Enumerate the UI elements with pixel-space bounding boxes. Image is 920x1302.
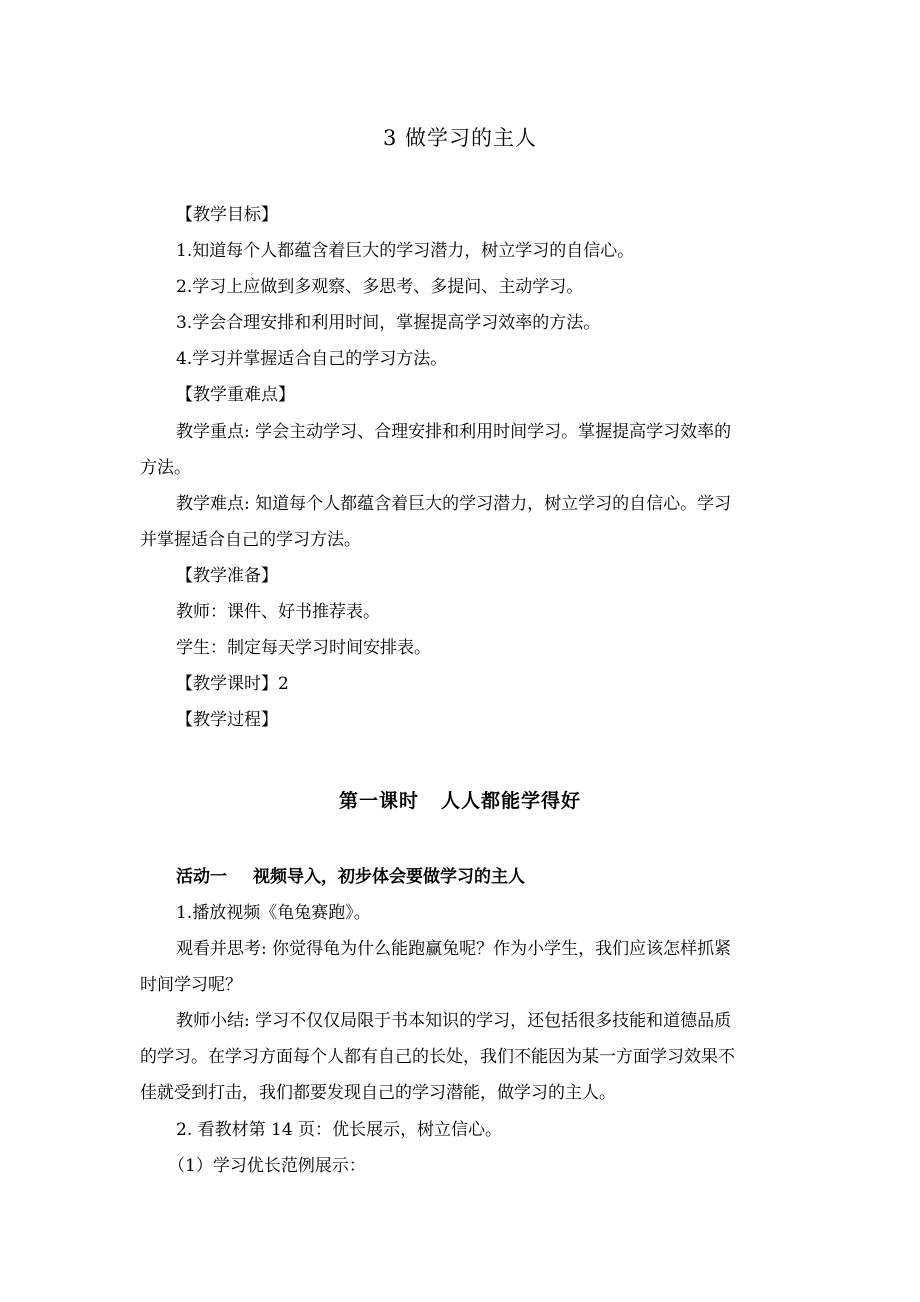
think-line: 时间学习呢？ [140,975,242,995]
goal-item: 1.知道每个人都蕴含着巨大的学习潜力，树立学习的自信心。 [176,241,635,261]
prep-teacher: 教师：课件、好书推荐表。 [176,602,380,622]
summary-line: 教师小结: 学习不仅仅局限于书本知识的学习，还包括很多技能和道德品质 [176,1011,732,1031]
lesson-heading [0,786,920,813]
summary-line: 的学习。在学习方面每个人都有自己的长处，我们不能因为某一方面学习效果不 [140,1047,735,1067]
difficult-point-line: 教学难点: 知道每个人都蕴含着巨大的学习潜力，树立学习的自信心。学习 [176,494,732,514]
goal-item: 2.学习上应做到多观察、多思考、多提问、主动学习。 [176,277,584,297]
goal-item: 3.学会合理安排和利用时间，掌握提高学习效率的方法。 [176,313,601,333]
lesson-title: 人人都能学得好 [441,790,582,812]
prep-heading: 【教学准备】 [176,566,278,586]
summary-line: 佳就受到打击，我们都要发现自己的学习潜能，做学习的主人。 [140,1083,616,1103]
think-line: 观看并思考: 你觉得龟为什么能跑赢兔呢？作为小学生，我们应该怎样抓紧 [176,939,732,959]
prep-student: 学生：制定每天学习时间安排表。 [176,638,431,658]
document-title: 3 做学习的主人 [382,126,538,150]
step-line: 2. 看教材第 14 页：优长展示，树立信心。 [176,1120,503,1140]
activity-title: 视频导入，初步体会要做学习的主人 [253,867,525,887]
process-heading: 【教学过程】 [176,710,278,730]
step-sub-line: （1）学习优长范例展示： [168,1156,366,1176]
difficult-point-line: 并掌握适合自己的学习方法。 [140,530,361,550]
goal-item: 4.学习并掌握适合自己的学习方法。 [176,349,448,369]
goals-heading: 【教学目标】 [176,205,278,225]
key-point-line: 教学重点: 学会主动学习、合理安排和利用时间学习。掌握提高学习效率的 [176,422,732,442]
hours-line: 【教学课时】2 [176,674,289,694]
lesson-label: 第一课时 [338,790,419,812]
key-point-line: 方法。 [140,458,191,478]
key-heading: 【教学重难点】 [176,385,295,405]
activity-label: 活动一 [176,867,227,887]
step-line: 1.播放视频《龟兔赛跑》。 [176,903,371,923]
activity-heading [140,867,826,887]
